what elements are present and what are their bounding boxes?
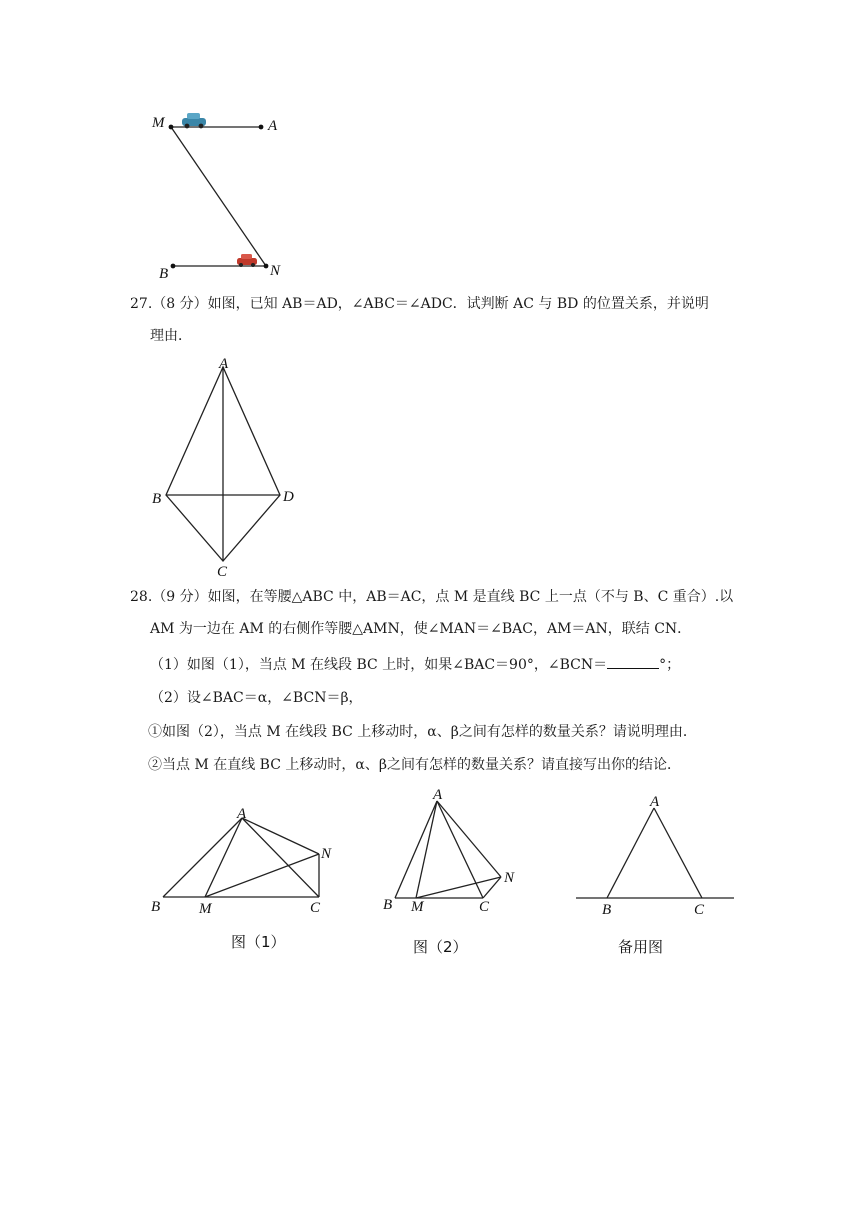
label-a: A	[268, 118, 278, 134]
label-a: A	[433, 787, 443, 803]
label-m: M	[152, 115, 165, 131]
q28-line2: AM 为一边在 AM 的右侧作等腰△AMN，使∠MAN＝∠BAC，AM＝AN，联结 CN．	[150, 621, 692, 637]
label-b: B	[602, 902, 612, 918]
road-figure	[140, 100, 310, 285]
q27-score: （8 分）	[152, 296, 208, 312]
figure-1-caption: 图（1）	[231, 933, 286, 951]
q28-sub1: ①如图（2），当点 M 在线段 BC 上移动时，α、β之间有怎样的数量关系？请说明理由．	[148, 724, 697, 740]
segment-ab	[607, 808, 654, 898]
segment-ac	[654, 808, 702, 898]
segment-an	[437, 801, 501, 877]
point-n	[264, 264, 269, 269]
label-n: N	[504, 870, 515, 886]
q28-number: 28.	[130, 589, 153, 605]
figure-2-caption: 图（2）	[413, 938, 468, 956]
kite-figure	[145, 355, 305, 580]
answer-blank[interactable]	[607, 654, 659, 669]
segment-am	[416, 801, 437, 898]
segment-ab	[395, 801, 437, 898]
label-c: C	[217, 564, 228, 580]
spare-figure-caption: 备用图	[618, 938, 664, 956]
q28-part1	[150, 654, 680, 675]
segment-ab	[163, 818, 242, 897]
figure-2	[375, 785, 535, 965]
point-m	[169, 125, 174, 130]
q28-score: （9 分）	[152, 589, 208, 605]
point-b	[171, 264, 176, 269]
label-b: B	[159, 266, 169, 282]
q28-part2: （2）设∠BAC＝α，∠BCN＝β，	[150, 690, 363, 706]
q28-part1-text: （1）如图（1），当点 M 在线段 BC 上时，如果∠BAC＝90°，∠BCN＝	[150, 657, 608, 673]
label-a: A	[650, 794, 660, 810]
segment-mn	[171, 127, 266, 266]
label-b: B	[151, 899, 161, 915]
label-a: A	[237, 806, 247, 822]
label-b: B	[152, 491, 162, 507]
label-m: M	[411, 899, 424, 915]
label-n: N	[321, 846, 332, 862]
q27-number: 27.	[130, 296, 153, 312]
red-car-icon	[237, 254, 257, 267]
segment-an	[242, 818, 319, 854]
label-c: C	[479, 899, 490, 915]
q28-text: 如图，在等腰△ABC 中，AB＝AC，点 M 是直线 BC 上一点（不与 B、C 重合）.以	[207, 589, 734, 605]
spare-figure	[570, 790, 750, 965]
q28-sub2: ②当点 M 在直线 BC 上移动时，α、β之间有怎样的数量关系？请直接写出你的结论．	[148, 757, 681, 773]
segment-mn	[416, 877, 501, 898]
label-d: D	[283, 489, 294, 505]
label-n: N	[270, 263, 281, 279]
blue-car-icon	[182, 113, 206, 128]
label-c: C	[694, 902, 705, 918]
q28-line1	[130, 587, 733, 607]
label-m: M	[199, 901, 212, 917]
q27-text: 如图，已知 AB＝AD，∠ABC＝∠ADC．试判断 AC 与 BD 的位置关系，并说明	[207, 296, 709, 312]
q28-part1-end: °；	[659, 657, 681, 673]
label-c: C	[310, 900, 321, 916]
segment-ac	[242, 818, 319, 897]
label-b: B	[383, 897, 393, 913]
figure-1	[145, 800, 345, 960]
q27-line2: 理由．	[150, 328, 192, 344]
point-a	[259, 125, 264, 130]
label-a: A	[219, 356, 229, 372]
q27-line1	[130, 294, 709, 314]
